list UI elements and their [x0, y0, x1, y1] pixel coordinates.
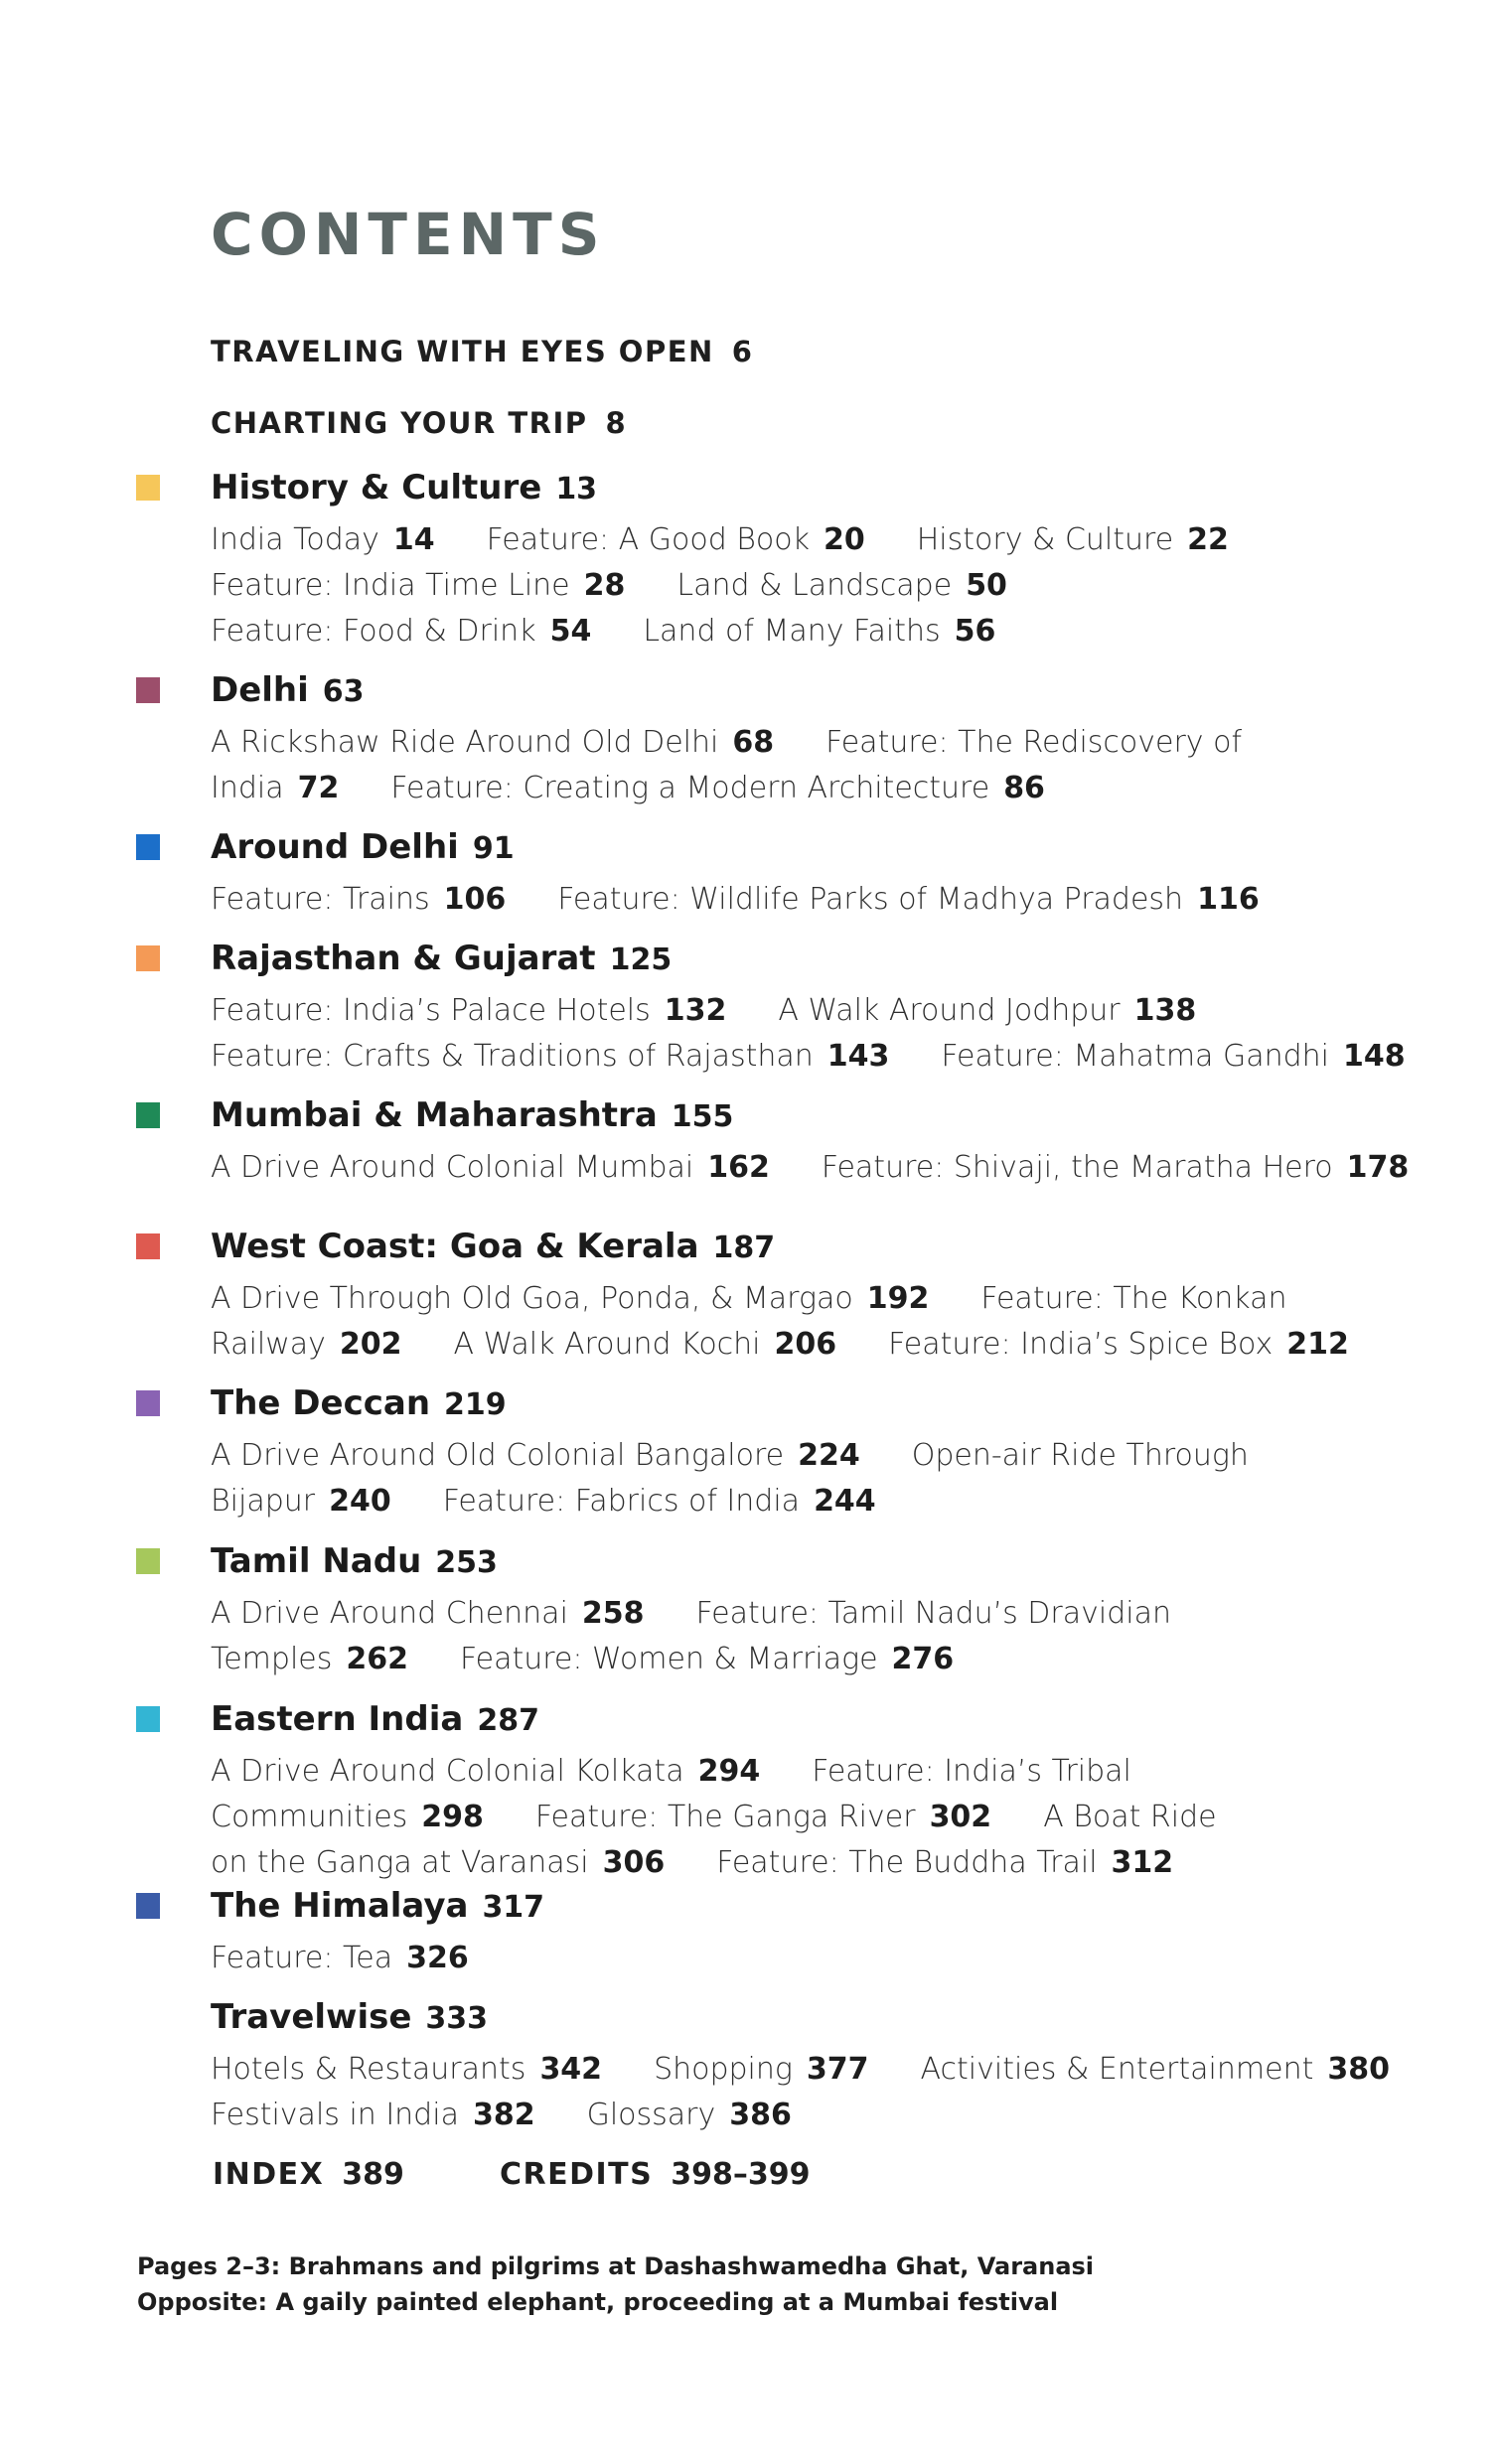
- sub-entry-page: 258: [581, 1596, 645, 1631]
- sub-entry-page: 86: [1003, 771, 1045, 805]
- sub-entry[interactable]: [557, 882, 1259, 917]
- sub-entry-text: Railway: [211, 1327, 326, 1362]
- toc-entry-charting-your-trip[interactable]: [211, 406, 626, 440]
- sub-entry-line: [211, 609, 1363, 654]
- sub-entry-page: 326: [406, 1941, 469, 1975]
- toc-entry-traveling-with-eyes-open[interactable]: [211, 335, 752, 368]
- chapter-the-himalaya: [211, 1886, 1363, 1981]
- index-label: INDEX: [213, 2157, 325, 2192]
- sub-entry-line: [211, 2047, 1390, 2093]
- sub-entry-line: [211, 1840, 1363, 1886]
- sub-entry-line: [211, 1749, 1363, 1795]
- sub-entry-page: 138: [1133, 993, 1197, 1028]
- chapter-title: History & Culture: [211, 468, 542, 507]
- sub-entry[interactable]: [716, 1845, 1173, 1880]
- sub-entry-text: A Drive Around Chennai: [211, 1596, 568, 1631]
- chapter-heading[interactable]: [211, 1095, 1363, 1135]
- caption-opposite: Opposite: A gaily painted elephant, proceeding at a Mumbai festival: [137, 2288, 1059, 2316]
- chapter-heading[interactable]: [211, 1541, 1363, 1581]
- chapter-west-coast-goa-and-kerala: [211, 1227, 1363, 1368]
- credits-label: CREDITS: [500, 2157, 654, 2192]
- sub-entry-text: Feature: The Buddha Trail: [716, 1845, 1098, 1880]
- sub-entry-line: [211, 517, 1363, 563]
- sub-entry[interactable]: [211, 568, 625, 603]
- sub-entry-page: 54: [549, 614, 592, 649]
- sub-entry-text: Festivals in India: [211, 2098, 459, 2132]
- sub-entry-page: 206: [774, 1327, 837, 1362]
- sub-entry-line: [211, 1795, 1363, 1840]
- sub-entry[interactable]: [211, 725, 774, 760]
- sub-entry[interactable]: [211, 993, 726, 1028]
- sub-entry-text: Feature: Shivaji, the Maratha Hero: [821, 1150, 1333, 1185]
- sub-entry-page: 262: [346, 1642, 408, 1676]
- sub-entry[interactable]: [211, 1039, 889, 1074]
- sub-entry-page: 56: [954, 614, 996, 649]
- sub-entry-page: 276: [891, 1642, 955, 1676]
- sub-entry-text: Feature: Trains: [211, 882, 430, 917]
- chapter-page: 187: [712, 1231, 776, 1265]
- sub-entry-page: 302: [929, 1800, 992, 1834]
- sub-entry-text: Glossary: [586, 2098, 716, 2132]
- sub-entry-line: [211, 1276, 1363, 1322]
- sub-entry-text: Feature: India Time Line: [211, 568, 570, 603]
- sub-entry-text: Feature: India’s Tribal: [812, 1754, 1131, 1789]
- chapter-title: Tamil Nadu: [211, 1541, 422, 1581]
- sub-entry-page: 178: [1346, 1150, 1410, 1185]
- sub-entry[interactable]: [825, 725, 1242, 760]
- sub-entry-text: Feature: The Ganga River: [534, 1800, 916, 1834]
- sub-entry-text: Feature: Wildlife Parks of Madhya Pradesh: [557, 882, 1184, 917]
- sub-entry-page: 28: [583, 568, 626, 603]
- chapter-title: Around Delhi: [211, 827, 459, 867]
- sub-entry[interactable]: [812, 1754, 1131, 1789]
- sub-entry-page: 106: [443, 882, 507, 917]
- sub-entry[interactable]: [912, 1438, 1249, 1473]
- sub-entry[interactable]: [921, 2052, 1390, 2087]
- chapter-title: Rajasthan & Gujarat: [211, 939, 596, 978]
- chapter-page: 219: [444, 1387, 507, 1422]
- sub-entry[interactable]: [454, 1327, 837, 1362]
- sub-entry-text: Hotels & Restaurants: [211, 2052, 526, 2087]
- sub-entry[interactable]: [211, 1941, 469, 1975]
- sub-entry-page: 143: [826, 1039, 890, 1074]
- sub-entry-page: 294: [697, 1754, 761, 1789]
- sub-entry[interactable]: [654, 2052, 868, 2087]
- sub-entry-text: on the Ganga at Varanasi: [211, 1845, 589, 1880]
- sub-entry-text: Activities & Entertainment: [920, 2052, 1314, 2087]
- sub-entry-page: 132: [664, 993, 727, 1028]
- sub-entry-page: 162: [707, 1150, 770, 1185]
- sub-entry[interactable]: [211, 1596, 645, 1631]
- chapter-tamil-nadu: [211, 1541, 1363, 1682]
- sub-entry[interactable]: [778, 993, 1196, 1028]
- chapter-eastern-india: [211, 1699, 1363, 1886]
- sub-entry-line: [211, 1936, 1363, 1981]
- sub-entry-text: Land of Many Faiths: [643, 614, 941, 649]
- chapter-color-swatch: [136, 1548, 160, 1574]
- sub-entry-text: Feature: Mahatma Gandhi: [941, 1039, 1330, 1074]
- sub-entry[interactable]: [211, 522, 435, 557]
- sub-entry-page: 380: [1327, 2052, 1390, 2087]
- chapter-mumbai-and-maharashtra: [211, 1095, 1410, 1191]
- sub-entry-page: 148: [1343, 1039, 1406, 1074]
- sub-entry-text: Feature: Crafts & Traditions of Rajasthan: [211, 1039, 814, 1074]
- credits-entry[interactable]: [500, 2157, 811, 2192]
- chapter-page: 317: [482, 1890, 545, 1925]
- sub-entry[interactable]: [211, 2098, 535, 2132]
- sub-entry-line: [211, 1433, 1363, 1479]
- sub-entry[interactable]: [211, 882, 506, 917]
- chapter-history-and-culture: [211, 468, 1363, 654]
- sub-entry-line: [211, 766, 1363, 811]
- sub-entry-text: A Walk Around Kochi: [453, 1327, 761, 1362]
- sub-entry-line: [211, 563, 1363, 609]
- sub-entry[interactable]: [211, 1281, 929, 1316]
- chapter-color-swatch: [136, 945, 160, 971]
- chapter-title: Delhi: [211, 670, 309, 710]
- sub-entry-page: 212: [1286, 1327, 1349, 1362]
- sub-entry-page: 342: [539, 2052, 603, 2087]
- sub-entry-text: Temples: [211, 1642, 333, 1676]
- chapter-page: 91: [472, 831, 515, 866]
- sub-entry-line: [211, 988, 1363, 1034]
- sub-entry-page: 382: [472, 2098, 535, 2132]
- chapter-heading[interactable]: [211, 468, 1363, 507]
- chapter-color-swatch: [136, 1233, 160, 1259]
- sub-entry-line: [211, 1591, 1363, 1637]
- sub-entry-page: 377: [806, 2052, 869, 2087]
- index-entry[interactable]: [213, 2157, 404, 2192]
- sub-entry-page: 224: [798, 1438, 860, 1473]
- sub-entry-page: 244: [814, 1484, 876, 1519]
- sub-entry-text: A Drive Around Colonial Mumbai: [211, 1150, 694, 1185]
- sub-entry[interactable]: [211, 1438, 860, 1473]
- chapter-page: 155: [671, 1099, 734, 1134]
- chapter-color-swatch: [136, 834, 160, 860]
- sub-entry[interactable]: [888, 1327, 1349, 1362]
- sub-entry-page: 298: [421, 1800, 484, 1834]
- sub-entry[interactable]: [443, 1484, 876, 1519]
- sub-entry[interactable]: [211, 2052, 602, 2087]
- chapter-heading[interactable]: [211, 1699, 1363, 1739]
- chapter-heading[interactable]: [211, 1886, 1363, 1926]
- sub-entry-text: Land & Landscape: [676, 568, 953, 603]
- chapter-page: 63: [322, 674, 365, 709]
- chapter-color-swatch: [136, 1390, 160, 1416]
- sub-entry[interactable]: [211, 1754, 760, 1789]
- sub-entry-page: 20: [824, 522, 865, 557]
- chapter-heading[interactable]: [211, 670, 1363, 710]
- sub-entry-text: Feature: India’s Spice Box: [888, 1327, 1274, 1362]
- chapter-heading[interactable]: [211, 939, 1363, 978]
- sub-entry-line: [211, 1637, 1363, 1682]
- chapter-heading[interactable]: [211, 1383, 1363, 1423]
- sub-entry[interactable]: [643, 614, 995, 649]
- chapter-page: 333: [425, 2001, 489, 2036]
- chapter-title: Travelwise: [211, 1997, 412, 2037]
- sub-entry-text: Feature: The Rediscovery of: [825, 725, 1243, 760]
- sub-entry-text: Open-air Ride Through: [911, 1438, 1249, 1473]
- chapter-page: 253: [435, 1545, 498, 1580]
- sub-entry[interactable]: [917, 522, 1229, 557]
- caption-pages-2-3: Pages 2–3: Brahmans and pilgrims at Dashashwamedha Ghat, Varanasi: [137, 2252, 1095, 2280]
- sub-entry-page: 192: [866, 1281, 930, 1316]
- sub-entry[interactable]: [211, 614, 591, 649]
- sub-entry-line: [211, 2093, 1363, 2138]
- sub-entry-text: Feature: Creating a Modern Architecture: [390, 771, 990, 805]
- sub-entry-text: India: [211, 771, 284, 805]
- chapter-title: Mumbai & Maharashtra: [211, 1095, 658, 1135]
- sub-entry-text: Bijapur: [211, 1484, 316, 1519]
- sub-entry-line: [211, 720, 1363, 766]
- chapter-rajasthan-and-gujarat: [211, 939, 1406, 1080]
- chapter-around-delhi: [211, 827, 1363, 923]
- sub-entry[interactable]: [211, 1800, 484, 1834]
- chapter-the-deccan: [211, 1383, 1363, 1524]
- sub-entry-text: Feature: Fabrics of India: [442, 1484, 801, 1519]
- sub-entry[interactable]: [211, 771, 339, 805]
- sub-entry-text: Shopping: [654, 2052, 793, 2087]
- sub-entry[interactable]: [211, 1642, 408, 1676]
- sub-entry-text: Feature: The Konkan: [980, 1281, 1287, 1316]
- sub-entry-line: [211, 1479, 1363, 1524]
- sub-entry-text: History & Culture: [916, 522, 1174, 557]
- chapter-delhi: [211, 670, 1363, 811]
- sub-entry-page: 312: [1111, 1845, 1174, 1880]
- chapter-page: 287: [477, 1703, 539, 1738]
- sub-entry-page: 306: [602, 1845, 666, 1880]
- chapter-heading[interactable]: [211, 827, 1363, 867]
- chapter-color-swatch: [136, 677, 160, 703]
- sub-entry-line: [211, 1145, 1410, 1191]
- sub-entry-text: A Drive Around Colonial Kolkata: [211, 1754, 684, 1789]
- chapter-title: West Coast: Goa & Kerala: [211, 1227, 699, 1266]
- sub-entry[interactable]: [211, 1327, 402, 1362]
- sub-entry[interactable]: [696, 1596, 1171, 1631]
- index-page: 389: [342, 2157, 404, 2192]
- sub-entry[interactable]: [390, 771, 1045, 805]
- chapter-color-swatch: [136, 1706, 160, 1732]
- toc-entry-label: CHARTING YOUR TRIP: [211, 406, 588, 440]
- sub-entry[interactable]: [941, 1039, 1405, 1074]
- sub-entry[interactable]: [211, 1150, 770, 1185]
- toc-entry-label: TRAVELING WITH EYES OPEN: [211, 335, 714, 368]
- sub-entry-text: A Drive Around Old Colonial Bangalore: [211, 1438, 785, 1473]
- toc-entry-page: 6: [731, 335, 752, 368]
- chapter-title: The Himalaya: [211, 1886, 469, 1926]
- sub-entry[interactable]: [460, 1642, 954, 1676]
- sub-entry-text: Feature: Women & Marriage: [460, 1642, 878, 1676]
- chapter-title: The Deccan: [211, 1383, 431, 1423]
- sub-entry-page: 202: [339, 1327, 402, 1362]
- sub-entry-text: A Walk Around Jodhpur: [778, 993, 1121, 1028]
- sub-entry-line: [211, 1322, 1363, 1368]
- chapter-heading[interactable]: [211, 1227, 1363, 1266]
- sub-entry-text: A Drive Through Old Goa, Ponda, & Margao: [211, 1281, 853, 1316]
- credits-page: 398–399: [671, 2157, 811, 2192]
- sub-entry-text: A Boat Ride: [1043, 1800, 1217, 1834]
- sub-entry-text: Feature: India’s Palace Hotels: [211, 993, 651, 1028]
- sub-entry-text: A Rickshaw Ride Around Old Delhi: [211, 725, 719, 760]
- sub-entry[interactable]: [211, 1845, 665, 1880]
- page-title: CONTENTS: [211, 201, 606, 268]
- sub-entry-text: Feature: A Good Book: [486, 522, 810, 557]
- sub-entry-text: Feature: Tea: [211, 1941, 393, 1975]
- sub-entry-text: Feature: Tamil Nadu’s Dravidian: [695, 1596, 1171, 1631]
- sub-entry-text: India Today: [211, 522, 379, 557]
- sub-entry-page: 386: [729, 2098, 792, 2132]
- sub-entry-text: Feature: Food & Drink: [211, 614, 536, 649]
- chapter-title: Eastern India: [211, 1699, 464, 1739]
- sub-entry[interactable]: [1043, 1800, 1216, 1834]
- sub-entry[interactable]: [535, 1800, 991, 1834]
- sub-entry-page: 72: [297, 771, 340, 805]
- sub-entry[interactable]: [587, 2098, 792, 2132]
- chapter-travelwise: [211, 1997, 1390, 2138]
- chapter-page: 125: [609, 942, 673, 977]
- chapter-page: 13: [555, 472, 598, 507]
- toc-entry-page: 8: [605, 406, 626, 440]
- sub-entry-page: 116: [1197, 882, 1260, 917]
- chapter-color-swatch: [136, 1102, 160, 1128]
- sub-entry-text: Communities: [211, 1800, 408, 1834]
- chapter-color-swatch: [136, 1893, 160, 1919]
- sub-entry-page: 50: [966, 568, 1007, 603]
- sub-entry-line: [211, 877, 1363, 923]
- sub-entry-page: 68: [732, 725, 775, 760]
- sub-entry-page: 22: [1187, 522, 1229, 557]
- sub-entry-page: 240: [329, 1484, 391, 1519]
- chapter-color-swatch: [136, 475, 160, 501]
- sub-entry-page: 14: [392, 522, 435, 557]
- sub-entry[interactable]: [676, 568, 1007, 603]
- sub-entry[interactable]: [211, 1484, 391, 1519]
- sub-entry-line: [211, 1034, 1406, 1080]
- sub-entry[interactable]: [487, 522, 865, 557]
- chapter-heading[interactable]: [211, 1997, 1363, 2037]
- sub-entry[interactable]: [980, 1281, 1286, 1316]
- sub-entry[interactable]: [822, 1150, 1409, 1185]
